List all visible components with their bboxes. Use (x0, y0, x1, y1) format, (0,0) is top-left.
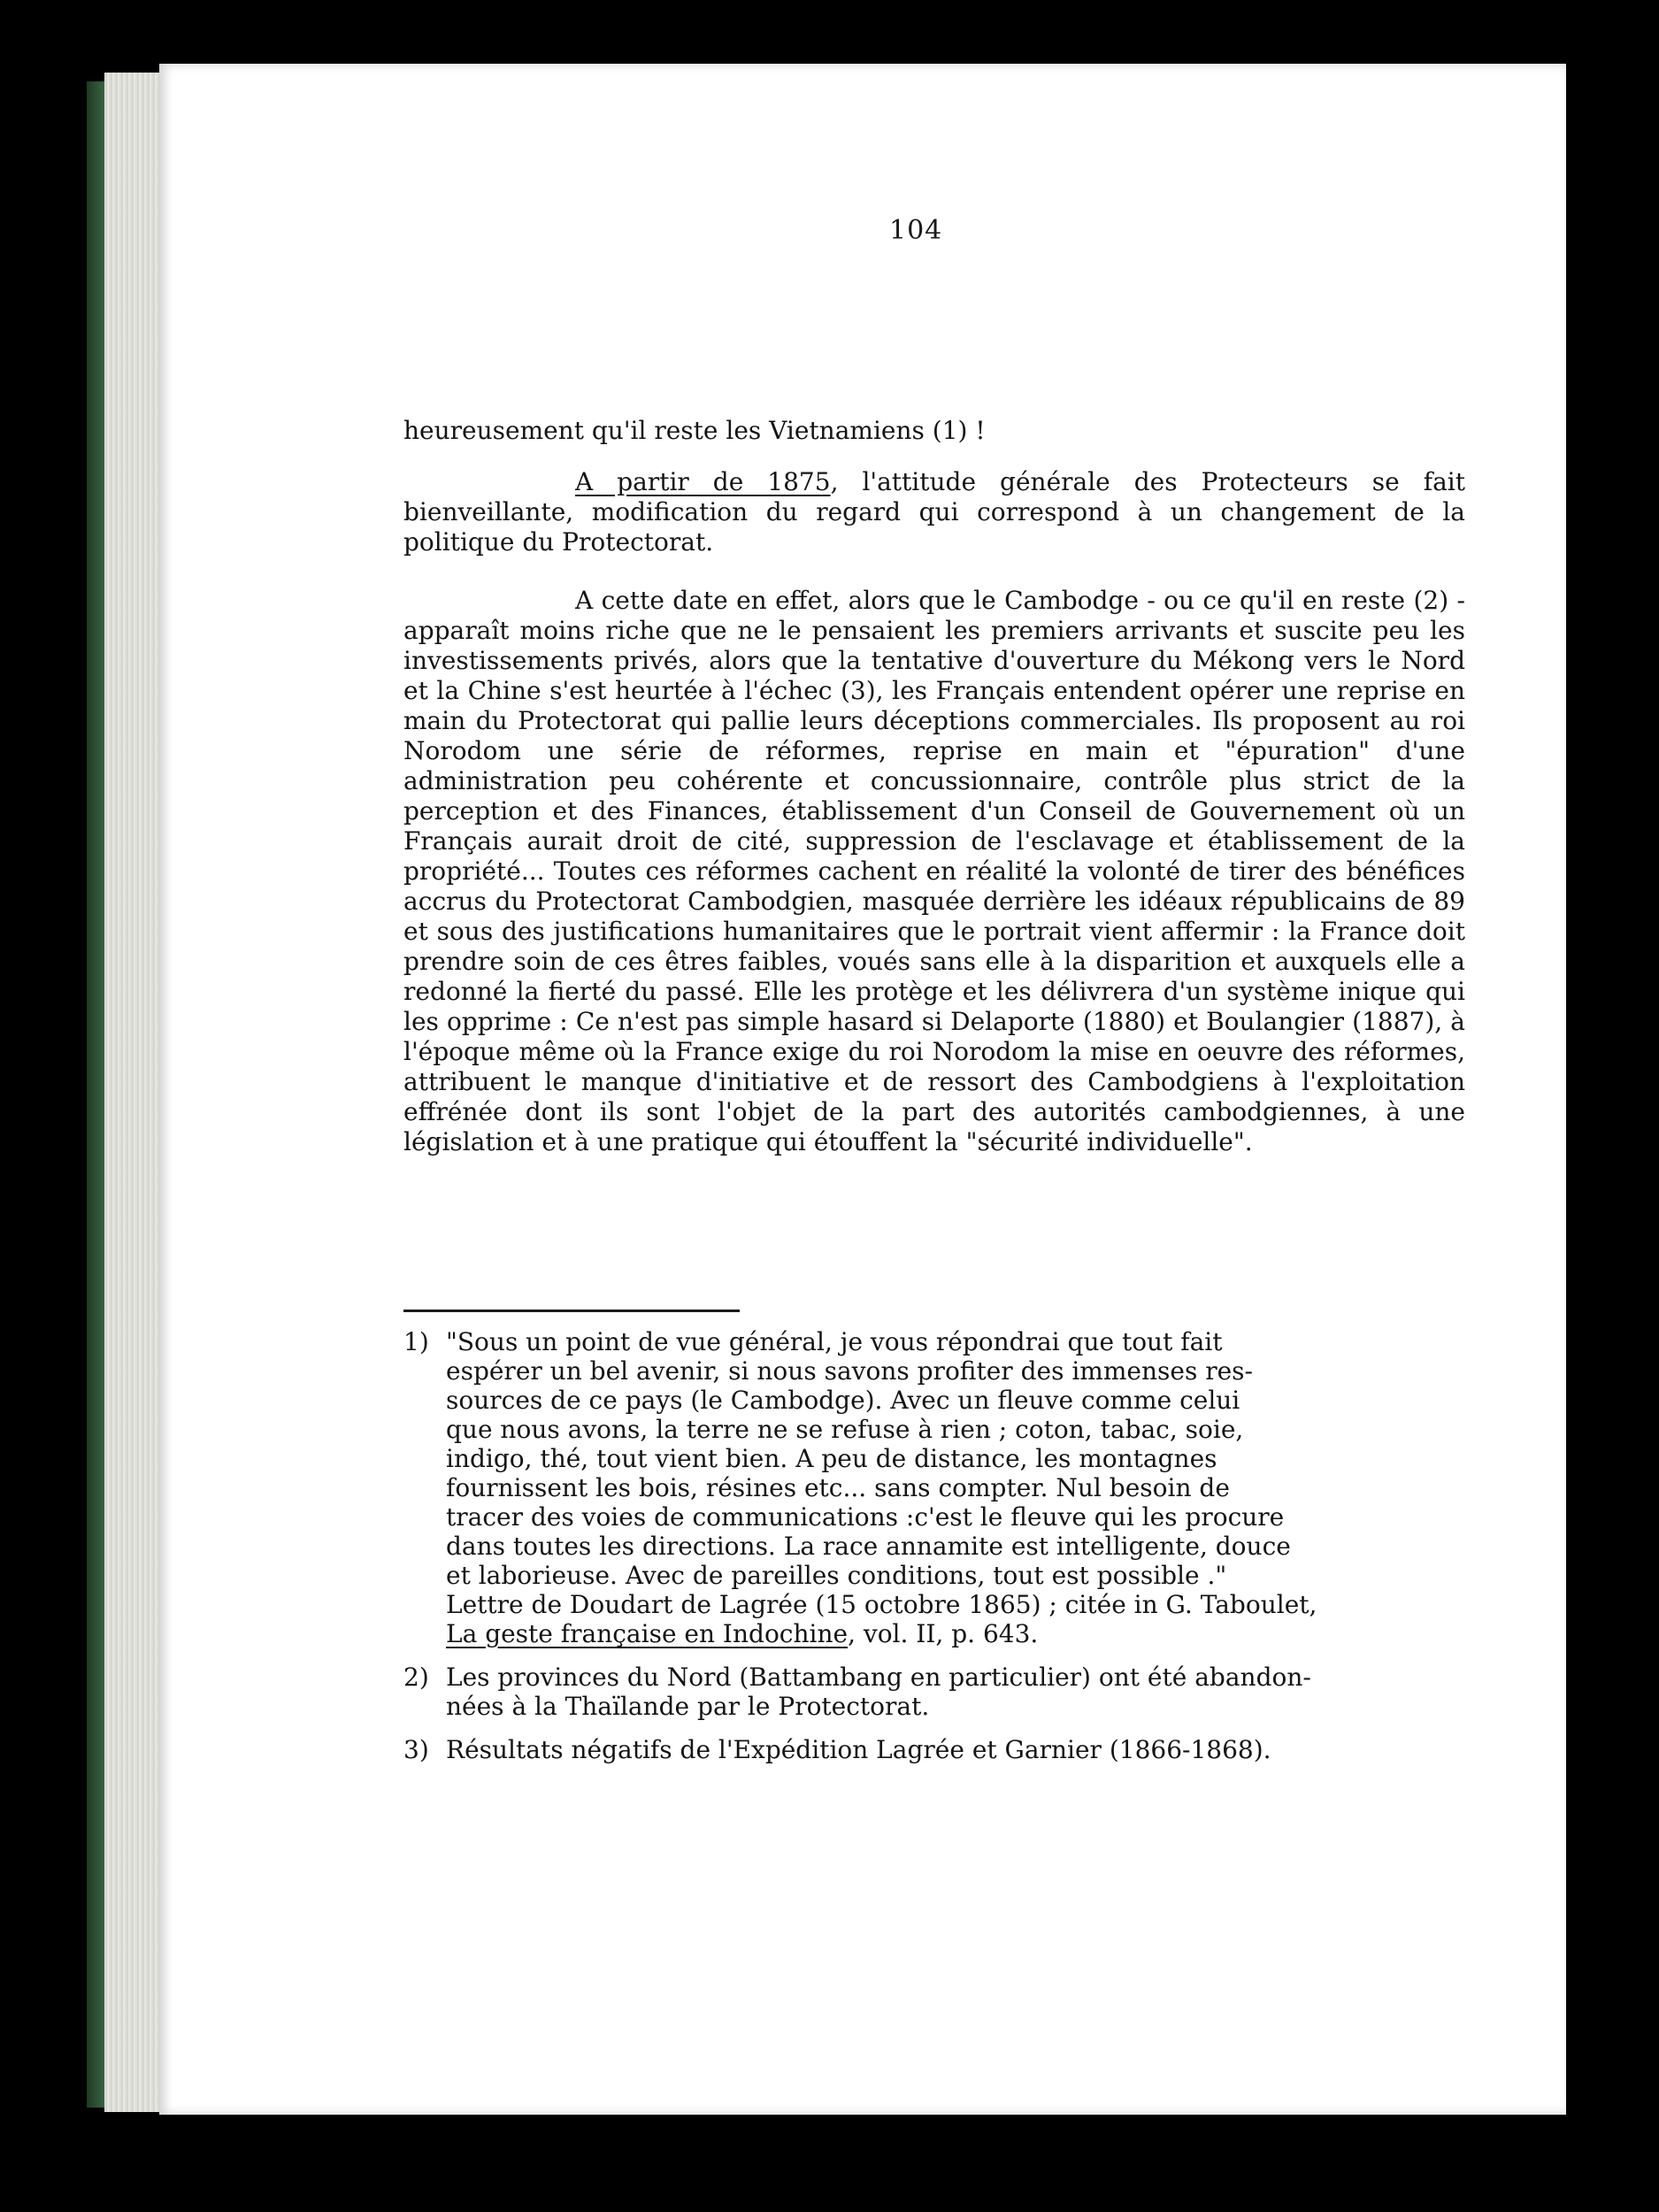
footnotes (403, 1327, 1465, 1778)
footnote-2 (403, 1663, 1465, 1721)
footnote-3 (403, 1735, 1465, 1764)
footnote-line: Résultats négatifs de l'Expédition Lagrée et Garnier (1866-1868). (446, 1735, 1271, 1764)
underlined-date-phrase: A partir de 1875 (575, 467, 831, 496)
footnote-line: nées à la Thaïlande par le Protectorat. (446, 1692, 930, 1721)
footnote-line (446, 1619, 1465, 1648)
footnote-line: que nous avons, la terre ne se refuse à rien ; coton, tabac, soie, (446, 1415, 1244, 1444)
citation-tail: , vol. II, p. 643. (848, 1619, 1039, 1648)
footnote-line: espérer un bel avenir, si nous savons profiter des immenses res- (446, 1356, 1253, 1386)
footnote-line: "Sous un point de vue général, je vous répondrai que tout fait (446, 1327, 1223, 1356)
footnote-text (446, 1327, 1465, 1648)
footnote-number: 3) (403, 1735, 429, 1764)
footnote-line: tracer des voies de communications :c'est le fleuve qui les procure (446, 1502, 1285, 1532)
footnote-text (446, 1663, 1465, 1721)
footnote-1 (403, 1327, 1465, 1648)
footnote-text (446, 1735, 1465, 1764)
cited-book-title: La geste française en Indochine (446, 1619, 849, 1648)
footnote-line: indigo, thé, tout vient bien. A peu de distance, les montagnes (446, 1444, 1217, 1473)
footnote-line: sources de ce pays (le Cambodge). Avec un fleuve comme celui (446, 1386, 1240, 1415)
paragraph-1: heureusement qu'il reste les Vietnamiens (1) ! (403, 416, 986, 445)
paragraph-3: A cette date en effet, alors que le Cambodge - ou ce qu'il en reste (2) - apparaît moins riche que ne le pensaient les premiers arrivants et suscite peu les investissements privés, alors que la tentative d'ouverture du Mékong vers le Nord et la Chine s'est heurtée à l'échec (3), les Français entendent opérer une reprise en main du Protectorat qui pallie leurs déceptions commerciales. Ils proposent au roi Norodom une série de réformes, reprise en main et "épuration" d'une administration peu cohérente et concussionnaire, contrôle plus strict de la perception et des Finances, établissement d'un Conseil de Gouvernement où un Français aurait droit de cité, suppression de l'esclavage et établissement de la propriété... Toutes ces réformes cachent en réalité la volonté de tirer des bénéfices accrus du Protectorat Cambodgien, masquée derrière les idéaux républicains de 89 et sous des justifications humanitaires que le portrait vient affermir : la France doit prendre soin de ces êtres faibles, voués sans elle à la disparition et auxquels elle a redonné la fierté du passé. Elle les protège et les délivrera d'un système inique qui les opprime : Ce n'est pas simple hasard si Delaporte (1880) et Boulangier (1887), à l'époque même où la France exige du roi Norodom la mise en oeuvre des réformes, attribuent le manque d'initiative et de ressort des Cambodgiens à l'exploitation effrénée dont ils sont l'objet de la part des autorités cambodgiennes, à une législation et à une pratique qui étouffent la "sécurité individuelle". (403, 586, 1465, 1156)
body-text (403, 416, 1465, 1157)
footnote-separator (403, 1310, 740, 1312)
paragraph-2 (403, 467, 1465, 557)
footnote-line: dans toutes les directions. La race annamite est intelligente, douce (446, 1532, 1291, 1561)
paragraph-2-text: , l'attitude générale des Protecteurs se fait bienveillante, modification du regard qui correspond à un changement de la politique du Protectorat. (403, 467, 1465, 557)
footnote-number: 1) (403, 1327, 429, 1356)
footnote-number: 2) (403, 1663, 429, 1692)
footnote-line: et laborieuse. Avec de pareilles conditions, tout est possible ." (446, 1561, 1227, 1590)
footnote-line: fournissent les bois, résines etc... sans compter. Nul besoin de (446, 1473, 1230, 1502)
page-number: 104 (889, 215, 943, 246)
footnote-line: Les provinces du Nord (Battambang en particulier) ont été abandon- (446, 1663, 1311, 1692)
footnote-line: Lettre de Doudart de Lagrée (15 octobre 1865) ; citée in G. Taboulet, (446, 1590, 1317, 1619)
